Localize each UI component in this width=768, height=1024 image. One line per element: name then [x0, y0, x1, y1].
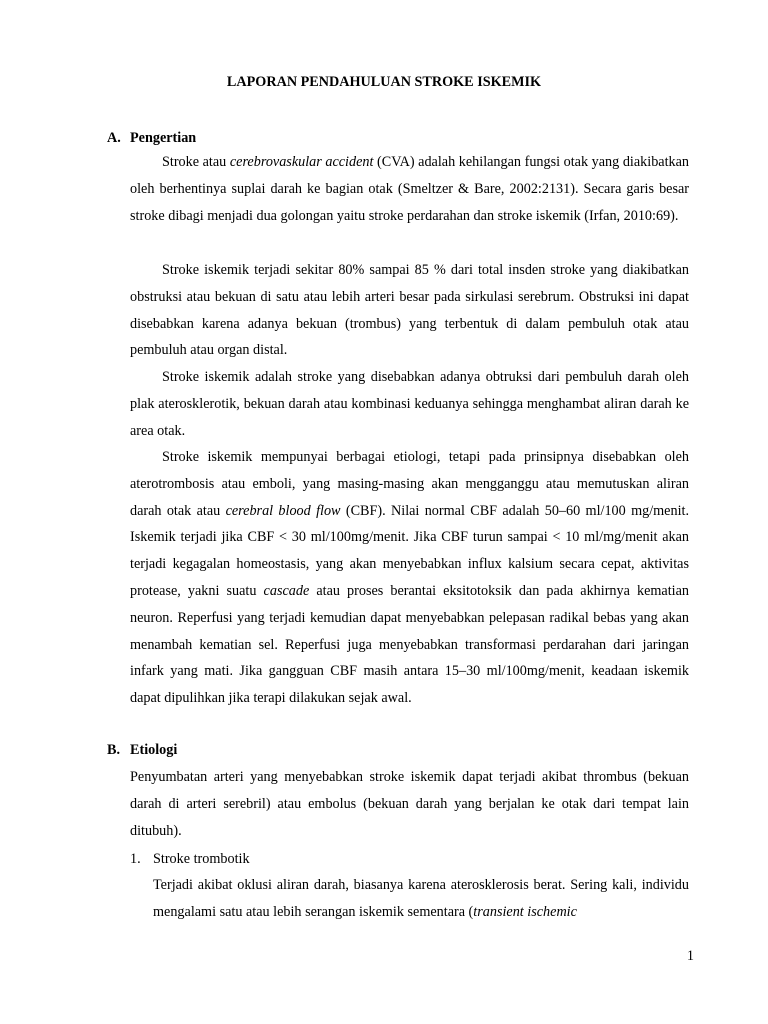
section-title: Pengertian	[130, 130, 197, 146]
list-item-stroke-trombotik	[130, 849, 250, 869]
document-title: LAPORAN PENDAHULUAN STROKE ISKEMIK	[226, 74, 542, 90]
italic-term: cerebral blood flow	[225, 502, 341, 519]
section-heading-etiologi	[107, 740, 177, 760]
italic-term: transient ischemic	[473, 903, 577, 920]
list-label: Stroke trombotik	[153, 851, 250, 867]
italic-term: cascade	[263, 582, 310, 599]
paragraph-pengertian-4	[130, 444, 689, 712]
text-run: (CVA) adalah kehilangan fungsi otak yang diakibatkan oleh berhentinya suplai darah ke bagian otak (Smeltzer & Bare, 2002:2131). Secara garis besar stroke dibagi menjadi dua golongan yaitu stroke perdarahan dan stroke iskemik (Irfan, 2010:69).	[130, 154, 690, 224]
section-heading-pengertian	[107, 128, 196, 148]
paragraph-etiologi-1: Penyumbatan arteri yang menyebabkan stroke iskemik dapat terjadi akibat thrombus (bekuan darah di arteri serebril) atau embolus (bekuan darah yang berjalan ke otak dari tempat lain ditubuh).	[130, 769, 689, 839]
text-run: Stroke iskemik mempunyai berbagai etiologi, tetapi pada prinsipnya disebabkan oleh aterotrombosis atau emboli, yang masing-masing akan mengganggu atau memutuskan aliran darah otak atau	[130, 449, 689, 519]
paragraph-pengertian-1	[130, 149, 689, 229]
text-run: Stroke atau	[162, 154, 230, 170]
list-number: 1.	[130, 851, 141, 867]
section-letter: A.	[107, 130, 121, 146]
paragraph-pengertian-3: Stroke iskemik adalah stroke yang disebabkan adanya obtruksi dari pembuluh darah oleh plak aterosklerotik, bekuan darah atau kombinasi keduanya sehingga menghambat aliran darah ke area otak.	[130, 369, 689, 439]
list-item-body	[153, 872, 689, 926]
section-letter: B.	[107, 742, 121, 758]
page-number: 1	[686, 948, 694, 964]
text-run: Terjadi akibat oklusi aliran darah, biasanya karena aterosklerosis berat. Sering kali, individu mengalami satu atau lebih serangan iskemik sementara (	[153, 877, 689, 920]
text-run: (CBF). Nilai normal CBF adalah 50–60 ml/100 mg/menit. Iskemik terjadi jika CBF < 30 ml/100mg/menit. Jika CBF turun sampai < 10 ml/mg/menit akan terjadi kegagalan homeostasis, yang akan menyebabkan influx kalsium secara cepat, aktivitas protease, yakni suatu	[130, 502, 689, 599]
italic-term: cerebrovaskular accident	[229, 154, 374, 170]
text-run: atau proses berantai eksitotoksik dan pada akhirnya kematian neuron. Reperfusi yang terjadi kemudian dapat menyebabkan pelepasan radikal bebas yang akan menambah kematian sel. Reperfusi juga menyebabkan transformasi perdarahan dari jaringan infark yang mati. Jika gangguan CBF masih antara 15–30 ml/100mg/menit, keadaan iskemik dapat dipulihkan jika terapi dilakukan sejak awal.	[130, 582, 689, 707]
paragraph-pengertian-2: Stroke iskemik terjadi sekitar 80% sampai 85 % dari total insden stroke yang diakibatkan obstruksi atau bekuan di satu atau lebih arteri besar pada sirkulasi serebrum. Obstruksi ini dapat disebabkan karena adanya bekuan (trombus) yang terbentuk di dalam pembuluh otak atau pembuluh atau organ distal.	[130, 262, 689, 359]
section-title: Etiologi	[130, 742, 178, 758]
